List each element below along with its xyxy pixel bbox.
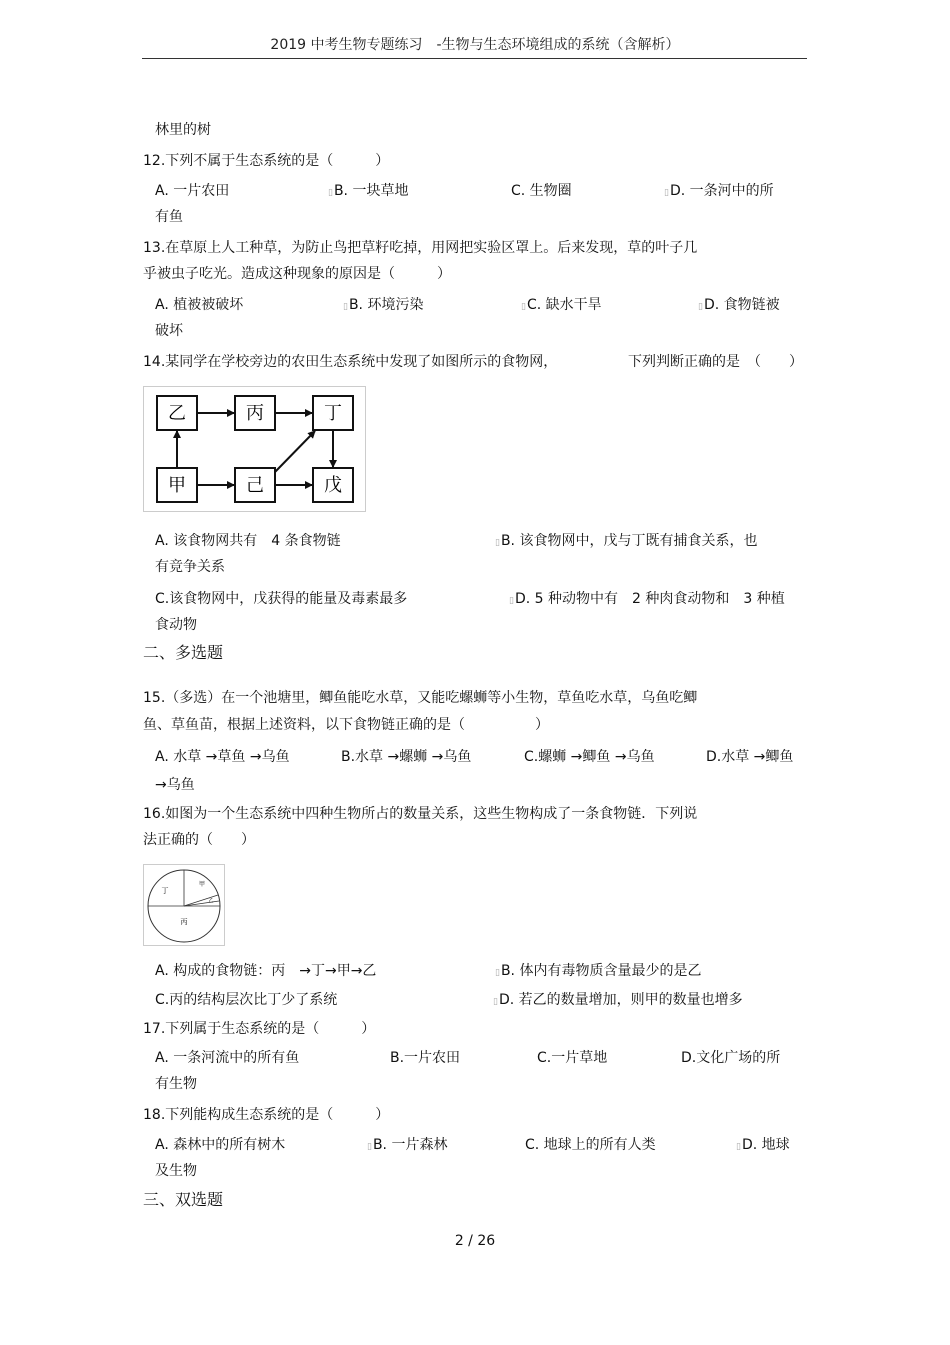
svg-text:丙: 丙 [246, 403, 264, 424]
q14-option-c: C.该食物网中，戊获得的能量及毒素最多 [155, 591, 408, 607]
q13-option-d: ▯D. 食物链被 [698, 297, 780, 313]
pie-label-ding: 丁 [161, 887, 169, 895]
q18-option-a: A. 森林中的所有树木 [155, 1137, 286, 1153]
q17-option-a: A. 一条河流中的所有鱼 [155, 1050, 300, 1066]
header-rule [142, 58, 807, 59]
q12-option-d: ▯D. 一条河中的所 [664, 183, 774, 199]
q12-option-b: ▯B. 一块草地 [328, 183, 409, 199]
section-heading-double-choice: 三、双选题 [143, 1190, 224, 1209]
q15-option-a: A. 水草 →草鱼 →乌鱼 [155, 749, 290, 765]
q18-option-d-continued: 及生物 [155, 1163, 197, 1179]
q16-option-d: ▯D. 若乙的数量增加，则甲的数量也增多 [493, 992, 743, 1008]
q14-option-b-continued: 有竞争关系 [155, 559, 225, 575]
q17-option-c: C.一片草地 [537, 1050, 608, 1066]
q17-stem: 17.下列属于生态系统的是（ ） [143, 1021, 376, 1037]
q15-option-b: B.水草 →螺蛳 →乌鱼 [341, 749, 472, 765]
q12-stem: 12.下列不属于生态系统的是（ ） [143, 153, 390, 169]
q17-option-b: B.一片农田 [390, 1050, 461, 1066]
node-ding [313, 396, 353, 430]
q16-stem-line2: 法正确的（ ） [143, 832, 255, 848]
pie-label-yi: 乙 [208, 898, 214, 904]
q16-option-c: C.丙的结构层次比丁少了系统 [155, 992, 338, 1008]
food-web-diagram [143, 386, 366, 512]
section-heading-multi-choice: 二、多选题 [143, 643, 224, 662]
pie-label-jia: 甲 [198, 881, 206, 888]
q18-option-b: ▯B. 一片森林 [367, 1137, 448, 1153]
q16-option-a: A. 构成的食物链：丙 →丁→甲→乙 [155, 963, 377, 979]
q13-option-a: A. 植被被破坏 [155, 297, 244, 313]
q14-option-d: ▯D. 5 种动物中有 2 种肉食动物和 3 种植 [509, 591, 785, 607]
q12-option-a: A. 一片农田 [155, 183, 230, 199]
q15-option-d-continued: →乌鱼 [155, 777, 195, 793]
q18-option-c: C. 地球上的所有人类 [525, 1137, 656, 1153]
q12-option-c: C. 生物圈 [511, 183, 572, 199]
q13-option-b: ▯B. 环境污染 [343, 297, 424, 313]
q14-stem-right: 下列判断正确的是 （ ） [628, 354, 803, 370]
q13-option-d-continued: 破坏 [155, 323, 183, 339]
node-bing [235, 396, 275, 430]
node-jia [157, 468, 197, 502]
continuation-text: 林里的树 [155, 122, 211, 138]
q14-option-d-continued: 食动物 [155, 617, 197, 633]
node-wu [313, 468, 353, 502]
q16-option-b: ▯B. 体内有毒物质含量最少的是乙 [495, 963, 702, 979]
q14-option-a: A. 该食物网共有 4 条食物链 [155, 533, 341, 549]
q14-option-b: ▯B. 该食物网中，戊与丁既有捕食关系，也 [495, 533, 758, 549]
q15-option-c: C.螺蛳 →鲫鱼 →乌鱼 [524, 749, 655, 765]
node-ji [235, 468, 275, 502]
q16-stem-line1: 16.如图为一个生态系统中四种生物所占的数量关系，这些生物构成了一条食物链．下列说 [143, 806, 698, 822]
q17-option-d-continued: 有生物 [155, 1076, 197, 1092]
q15-stem-line1: 15.（多选）在一个池塘里，鲫鱼能吃水草，又能吃螺蛳等小生物，草鱼吃水草，乌鱼吃鲫 [143, 690, 698, 706]
node-yi [157, 396, 197, 430]
q15-option-d: D.水草 →鲫鱼 [706, 749, 794, 765]
population-pie-diagram [143, 864, 225, 946]
q15-stem-line2: 鱼、草鱼苗，根据上述资料，以下食物链正确的是（ ） [143, 717, 549, 733]
svg-text:丁: 丁 [324, 403, 342, 424]
page-number: 2 / 26 [454, 1233, 496, 1249]
svg-text:戊: 戊 [324, 475, 342, 496]
svg-text:己: 己 [246, 475, 264, 496]
q13-stem-line1: 13.在草原上人工种草，为防止鸟把草籽吃掉，用网把实验区罩上。后来发现，草的叶子几 [143, 240, 698, 256]
svg-text:甲: 甲 [168, 475, 186, 496]
q12-option-d-continued: 有鱼 [155, 209, 183, 225]
q18-option-d: ▯D. 地球 [736, 1137, 790, 1153]
q17-option-d: D.文化广场的所 [681, 1050, 781, 1066]
q14-stem-left: 14.某同学在学校旁边的农田生态系统中发现了如图所示的食物网， [143, 354, 558, 370]
q13-option-c: ▯C. 缺水干旱 [521, 297, 602, 313]
q18-stem: 18.下列能构成生态系统的是（ ） [143, 1107, 390, 1123]
arrow-ji-to-ding [275, 431, 315, 472]
q13-stem-line2: 乎被虫子吃光。造成这种现象的原因是（ ） [143, 266, 451, 282]
svg-text:乙: 乙 [168, 403, 186, 424]
pie-label-bing: 丙 [180, 918, 188, 926]
page-header-title: 2019 中考生物专题练习 -生物与生态环境组成的系统（含解析） [270, 37, 680, 53]
